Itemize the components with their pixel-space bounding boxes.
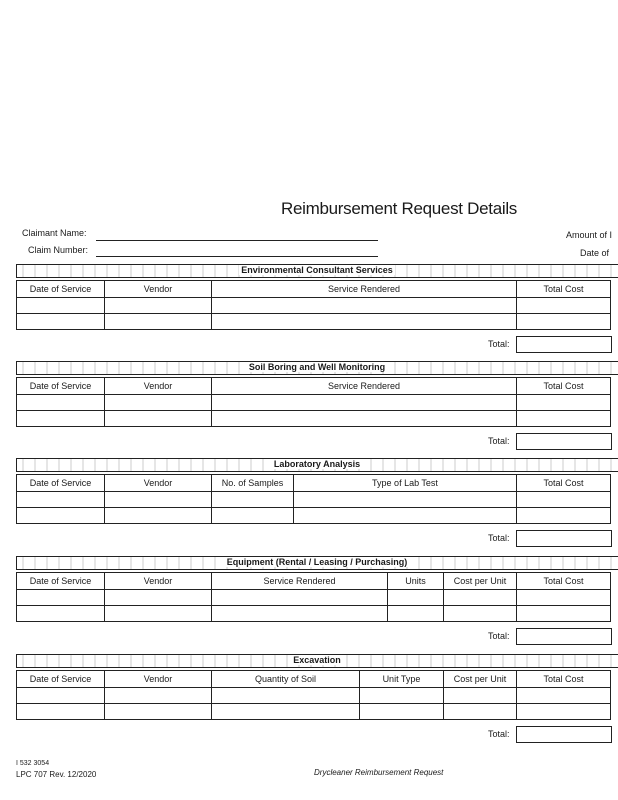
table-row	[17, 314, 611, 330]
claimant-name-field[interactable]	[96, 240, 378, 241]
col-vendor: Vendor	[105, 573, 212, 590]
total-field[interactable]	[516, 628, 612, 645]
col-total-cost: Total Cost	[517, 378, 611, 395]
date-label: Date of	[580, 248, 610, 258]
total-field[interactable]	[516, 530, 612, 547]
claimant-name-label: Claimant Name:	[22, 228, 87, 238]
total-field[interactable]	[516, 433, 612, 450]
col-cost-per-unit: Cost per Unit	[444, 671, 517, 688]
col-date-of-service: Date of Service	[17, 671, 105, 688]
table-row	[17, 411, 611, 427]
excavation-table	[16, 670, 611, 720]
table-row	[17, 492, 611, 508]
col-service-rendered: Service Rendered	[212, 378, 517, 395]
section-title: Soil Boring and Well Monitoring	[248, 362, 386, 372]
section-environmental-consultant	[16, 264, 618, 354]
section-excavation	[16, 654, 618, 746]
section-title: Equipment (Rental / Leasing / Purchasing)	[226, 557, 408, 567]
table-row	[17, 688, 611, 704]
col-quantity-of-soil: Quantity of Soil	[212, 671, 360, 688]
claim-number-field[interactable]	[96, 256, 378, 257]
col-total-cost: Total Cost	[517, 573, 611, 590]
col-unit-type: Unit Type	[360, 671, 444, 688]
section-title: Environmental Consultant Services	[241, 265, 393, 275]
col-total-cost: Total Cost	[517, 281, 611, 298]
col-service-rendered: Service Rendered	[212, 281, 517, 298]
table-row	[17, 395, 611, 411]
form-revision: LPC 707 Rev. 12/2020	[16, 770, 97, 779]
col-date-of-service: Date of Service	[17, 475, 105, 492]
col-total-cost: Total Cost	[517, 475, 611, 492]
total-label: Total:	[488, 729, 510, 739]
claim-number-label: Claim Number:	[28, 245, 89, 255]
section-soil-boring	[16, 361, 618, 451]
page-title: Reimbursement Request Details	[280, 199, 518, 218]
soil-table	[16, 377, 611, 427]
section-title: Excavation	[293, 655, 341, 665]
form-name: Drycleaner Reimbursement Request	[314, 768, 444, 777]
table-row	[17, 298, 611, 314]
amount-label: Amount of I	[566, 230, 613, 240]
section-title: Laboratory Analysis	[273, 459, 361, 469]
total-label: Total:	[488, 339, 510, 349]
section-laboratory-analysis	[16, 458, 618, 550]
col-units: Units	[388, 573, 444, 590]
table-row	[17, 606, 611, 622]
col-vendor: Vendor	[105, 281, 212, 298]
col-no-of-samples: No. of Samples	[212, 475, 294, 492]
col-type-of-lab-test: Type of Lab Test	[294, 475, 517, 492]
equipment-table	[16, 572, 611, 622]
table-row	[17, 508, 611, 524]
total-field[interactable]	[516, 726, 612, 743]
col-total-cost: Total Cost	[517, 671, 611, 688]
col-service-rendered: Service Rendered	[212, 573, 388, 590]
environmental-table	[16, 280, 611, 330]
col-date-of-service: Date of Service	[17, 378, 105, 395]
col-date-of-service: Date of Service	[17, 573, 105, 590]
table-row	[17, 590, 611, 606]
total-label: Total:	[488, 631, 510, 641]
table-row	[17, 704, 611, 720]
total-field[interactable]	[516, 336, 612, 353]
col-vendor: Vendor	[105, 378, 212, 395]
total-label: Total:	[488, 533, 510, 543]
col-vendor: Vendor	[105, 671, 212, 688]
laboratory-table	[16, 474, 611, 524]
col-vendor: Vendor	[105, 475, 212, 492]
col-date-of-service: Date of Service	[17, 281, 105, 298]
col-cost-per-unit: Cost per Unit	[444, 573, 517, 590]
form-id: I 532 3054	[16, 760, 50, 767]
total-label: Total:	[488, 436, 510, 446]
section-equipment	[16, 556, 618, 648]
